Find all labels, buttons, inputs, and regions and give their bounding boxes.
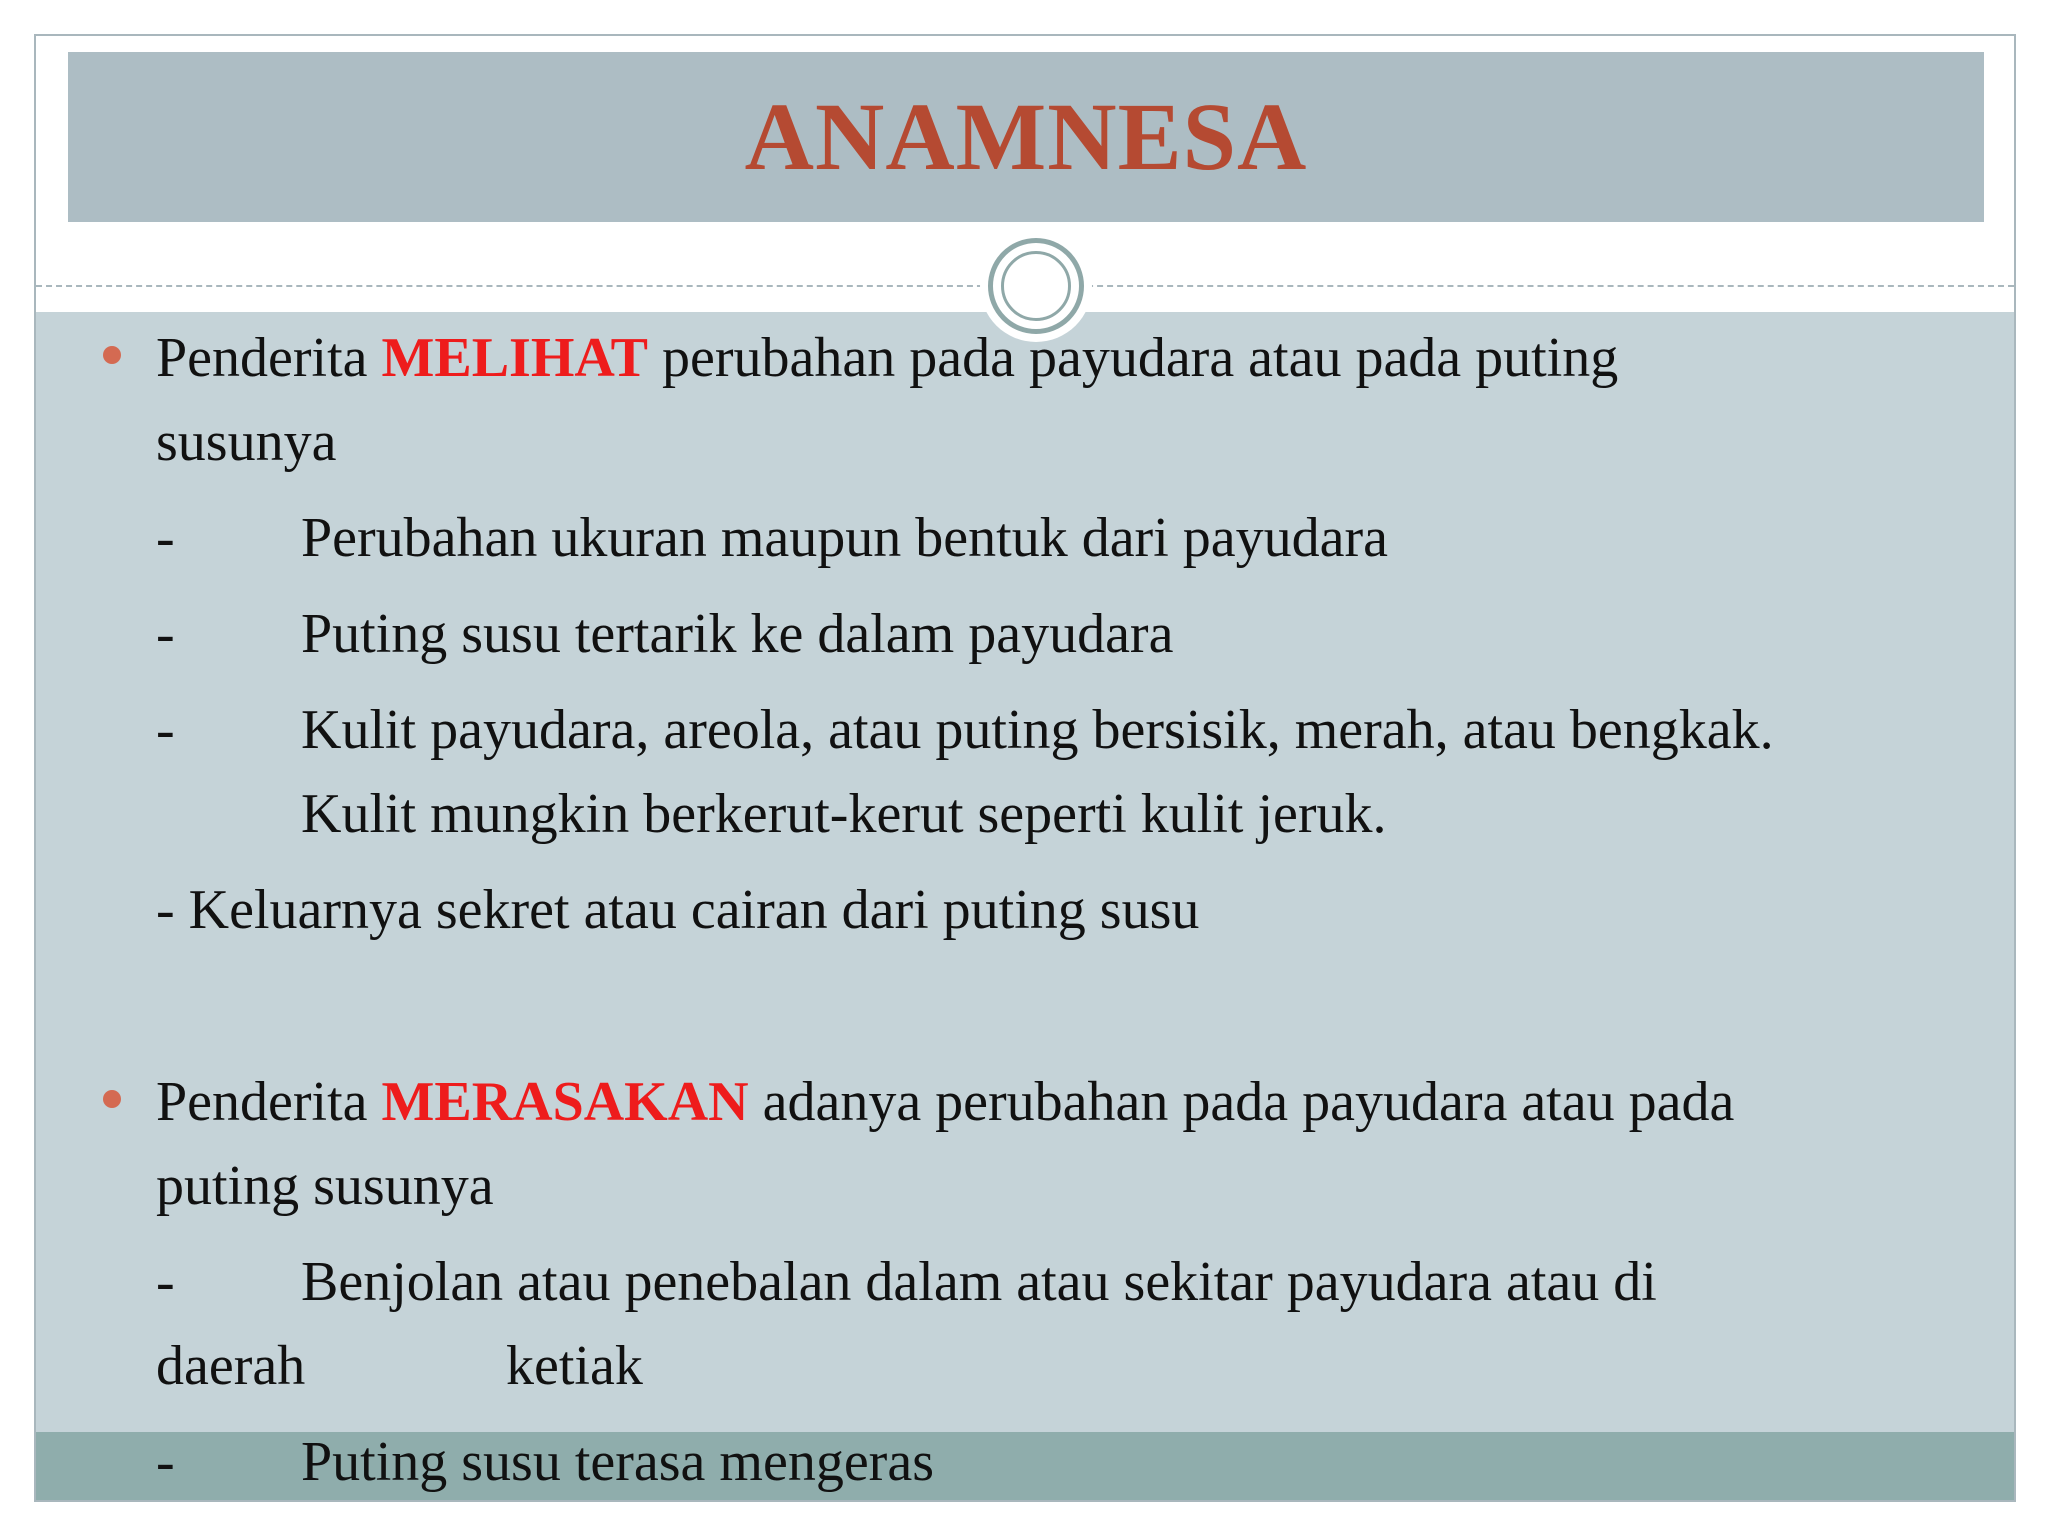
bullet-1-item-3: Kulit payudara, areola, atau puting bersisik, merah, atau bengkak.	[301, 699, 1774, 761]
bullet-1-heading	[156, 327, 1619, 389]
bullet-1-suffix: perubahan pada payudara atau pada puting	[648, 327, 1619, 389]
bullet-1-item-1: Perubahan ukuran maupun bentuk dari payudara	[301, 507, 1388, 569]
bullet-2-continuation: puting susunya	[156, 1155, 494, 1217]
bullet-1-emphasis: MELIHAT	[381, 327, 649, 389]
slide-body	[36, 36, 2014, 1500]
bullet-2-item-1: Benjolan atau penebalan dalam atau sekitar payudara atau di	[301, 1251, 1657, 1313]
bullet-1-item-2-dash: -	[156, 603, 175, 665]
bullet-1-item-3-continuation: Kulit mungkin berkerut-kerut seperti kulit jeruk.	[301, 783, 1387, 845]
slide-title: ANAMNESA	[744, 83, 1308, 190]
bullet-1-continuation: susunya	[156, 411, 337, 473]
bullet-2-item-1-continuation-b: ketiak	[506, 1335, 643, 1397]
bullet-2-item-1-continuation-a: daerah	[156, 1335, 306, 1397]
bullet-2-prefix: Penderita	[156, 1071, 382, 1133]
bullet-dot-icon	[103, 1090, 121, 1108]
bullet-dot-icon	[103, 346, 121, 364]
bullet-2-suffix: adanya perubahan pada payudara atau pada	[748, 1071, 1735, 1133]
bullet-1-prefix: Penderita	[156, 327, 382, 389]
bullet-2-item-2: Puting susu terasa mengeras	[301, 1431, 934, 1493]
bullet-2-heading	[156, 1071, 1735, 1133]
bullet-1-item-1-dash: -	[156, 507, 175, 569]
bullet-2-item-1-dash: -	[156, 1251, 175, 1313]
bullet-1-item-4: - Keluarnya sekret atau cairan dari puting susu	[156, 879, 1200, 941]
bullet-1-item-2: Puting susu tertarik ke dalam payudara	[301, 603, 1174, 665]
bullet-1-item-3-dash: -	[156, 699, 175, 761]
bullet-2-item-2-dash: -	[156, 1431, 175, 1493]
slide	[34, 34, 2016, 1502]
bullet-2-emphasis: MERASAKAN	[381, 1071, 749, 1133]
